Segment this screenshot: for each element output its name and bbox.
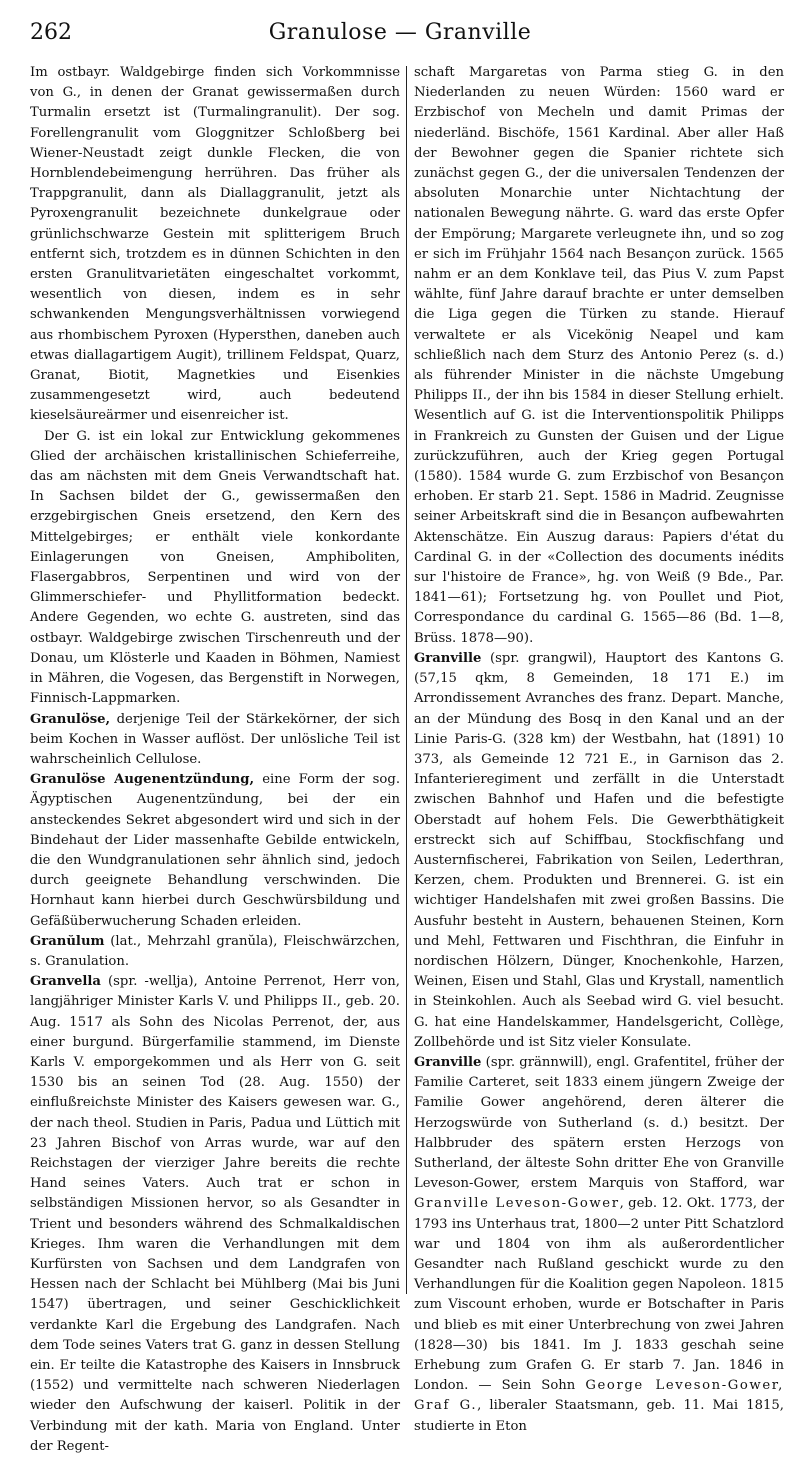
headword-granvella: Granvella: [30, 974, 101, 990]
entry-augenentzuendung-text: eine Form der sog. Ägyptischen Augenentzündung, bei der ein ansteckendes Sekret abgesondert wird und sich in der Bindehaut der Lider massenhafte Gebilde entwickeln, die den Wundgranulationen sehr ähnlich sind, jedoch durch geeignete Behandlung verschwinden. Die Hornhaut kann hierbei durch Geschwürsbildung und Gefäßüberwucherung Schaden erleiden.: [30, 772, 401, 929]
running-header: [30, 14, 770, 54]
person-george-leveson-gower: George Leveson-Gower, Graf G.: [414, 1378, 784, 1414]
entry-granulum: [30, 932, 400, 972]
headword-granulose-augenentzuendung: Granulöse Augenentzündung,: [30, 772, 255, 788]
granulit-paragraph: Der G. ist ein lokal zur Entwicklung gekommenes Glied der archäischen kristallinischen Schieferreihe, das am nächsten mit dem Gneis Verwandtschaft hat. In Sachsen bildet der G., gewissermaßen den erzgebirgischen Gneis ersetzend, den Kern des Mittelgebirges; er enthält viele konkordante Einlagerungen von Gneisen, Amphiboliten, Flasergabbros, Serpentinen und wird von der Glimmerschiefer- und Phyllitformation bedeckt. Andere Gegenden, wo echte G. austreten, sind das ostbayr. Waldgebirge zwischen Tirschenreuth und der Donau, um Klösterle und Kaaden in Böhmen, Namiest in Mähren, die Vogesen, das Bergenstift in Norwegen, Finnisch-Lappmarken.: [30, 428, 400, 707]
entry-granulum-text: (lat., Mehrzahl granŭla), Fleischwärzchen, s. Granulation.: [30, 933, 400, 969]
column-divider: [406, 66, 407, 1294]
right-column: [414, 63, 784, 1437]
headword-granville-title: Granville: [414, 1054, 482, 1070]
entry-granville-town-text: (spr. grangwil), Hauptort des Kantons G. (57,15 qkm, 8 Gemeinden, 18 171 E.) im Arrondissement Avranches des franz. Depart. Manche, an der Mündung des Bosq in den Kanal und an der Linie Paris-G. (328 km) der Westbahn, hat (1891) 10 373, als Gemeinde 12 721 E., in Garnison das 2. Infanterieregiment und zerfällt in die Unterstadt zwischen Bahnhof und Hafen und die befestigte Oberstadt auf hohem Fels. Die Gewerbthätigkeit erstreckt sich auf Schiffbau, Stockfischfang und Austernfischerei, Fabrikation von Seilen, Lederthran, Kerzen, chem. Produkten und Brennerei. G. ist ein wichtiger Handelshafen mit zwei großen Bassins. Die Ausfuhr besteht in Austern, behauenen Steinen, Korn und Mehl, Fettwaren und Fischthran, die Einfuhr in nordischen Hölzern, Dünger, Knochenkohle, Harzen, Weinen, Eisen und Stahl, Glas und Krystall, namentlich in Steinkohlen. Auch als Seebad wird G. viel besucht. G. hat eine Handelskammer, Handelsgericht, Collège, Zollbehörde und ist Sitz vieler Konsulate.: [414, 650, 785, 1050]
entry-granville-title-text-b: , geb. 12. Okt. 1773, der 1793 ins Unterhaus trat, 1800—2 unter Pitt Schatzlord war und 1804 von ihm als außerordentlicher Gesandter nach Rußland geschickt wurde zu den Verhandlungen für die Koalition gegen Napoleon. 1815 zum Viscount erhoben, wurde er Botschafter in Paris und blieb es mit einer Unterbrechung von zwei Jahren (1828—30) bis 1841. Im J. 1833 geschah seine Erhebung zum Grafen G. Er starb 7. Jan. 1846 in London. — Sein Sohn: [414, 1196, 785, 1394]
left-column: [30, 63, 400, 1457]
entry-granulose-text: derjenige Teil der Stärkekörner, der sich beim Kochen in Wasser auflöst. Der unlösliche Teil ist wahrscheinlich Cellulose.: [30, 711, 400, 767]
person-granville-leveson-gower: Granville Leveson-Gower: [414, 1196, 620, 1212]
entry-granvella-text: (spr. -wellja), Antoine Perrenot, Herr von, langjähriger Minister Karls V. und Philipps II., geb. 20. Aug. 1517 als Sohn des Nicolas Perrenot, der, aus einer burgund. Bürgerfamilie stammend, im Dienste Karls V. emporgekommen und als Herr von G. seit 1530 bis an seinen Tod (28. Aug. 1550) der einflußreichste Minister des Kaisers gewesen war. G., der nach theol. Studien in Paris, Padua und Lüttich mit 23 Jahren Bischof von Arras wurde, war auf den Reichstagen der vierziger Jahre bereits die rechte Hand seines Vaters. Auch trat er schon in selbständigen Missionen hervor, so als Gesandter in Trient und besonders während des Schmalkaldischen Krieges. Ihm waren die Verhandlungen mit dem Kurfürsten von Sachsen und dem Landgrafen von Hessen nach der Schlacht bei Mühlberg (Mai bis Juni 1547) übertragen, und seiner Geschicklichkeit verdankte Karl die Ergebung des Landgrafen. Nach dem Tode seines Vaters trat G. ganz in dessen Stellung ein. Er teilte die Katastrophe des Kaisers in Innsbruck (1552) und vermittelte nach schweren Niederlagen wieder den Aufschwung der kaiserl. Politik in der Verbindung mit der kath. Maria von England. Unter der Regent-: [30, 974, 400, 1454]
entry-granvella: [30, 972, 400, 1457]
entry-granulose-augenentzuendung: [30, 770, 400, 932]
entry-granville-town: [414, 649, 784, 1053]
page-number: 262: [30, 20, 72, 45]
granvella-continuation: schaft Margaretas von Parma stieg G. in den Niederlanden zu neuen Würden: 1560 ward er Erzbischof von Mecheln und damit Primas der niederländ. Bischöfe, 1561 Kardinal. Aber aller Haß der Bewohner gegen die Spanier richtete sich zunächst gegen G., der die universalen Tendenzen der absoluten Monarchie unter Nichtachtung der nationalen Bewegung nährte. G. ward das erste Opfer der Empörung; Margarete verleugnete ihn, und so zog er sich im Frühjahr 1564 nach Besançon zurück. 1565 nahm er an dem Konklave teil, das Pius V. zum Papst wählte, fünf Jahre darauf brachte er unter demselben die Liga gegen die Türken zu stande. Hierauf verwaltete er als Vicekönig Neapel und kam schließlich nach dem Sturz des Antonio Perez (s. d.) als führender Minister in die nächste Umgebung Philipps II., der ihn bis 1584 in dieser Stellung erhielt. Wesentlich auf G. ist die Interventionspolitik Philipps in Frankreich zu Gunsten der Guisen und der Ligue zurückzuführen, auch der Krieg gegen Portugal (1580). 1584 wurde G. zum Erzbischof von Besançon erhoben. Er starb 21. Sept. 1586 in Madrid. Zeugnisse seiner Arbeitskraft sind die in Besançon aufbewahrten Aktenschätze. Ein Auszug daraus: Papiers d'état du Cardinal G. in der «Collection des documents inédits sur l'histoire de France», hg. von Weiß (9 Bde., Par. 1841—61); Fortsetzung hg. von Poullet und Piot, Correspondance du cardinal G. 1565—86 (Bd. 1—8, Brüss. 1878—90).: [414, 65, 784, 646]
entry-granville-title-text-c: , liberaler Staatsmann, geb. 11. Mai 1815, studierte in Eton: [414, 1398, 784, 1434]
entry-granville-title: [414, 1053, 784, 1437]
headword-granville-town: Granville: [414, 650, 482, 666]
headword-granulose: Granulöse,: [30, 711, 111, 727]
entry-granville-title-text-a: (spr. grännwill), engl. Grafentitel, früher der Familie Carteret, seit 1833 einem jüngern Zweige der Familie Gower angehörend, deren älterer die Herzogswürde von Sutherland (s. d.) besitzt. Der Halbbruder des spätern ersten Herzogs von Sutherland, der älteste Sohn dritter Ehe von Granville Leveson-Gower, erstem Marquis von Stafford, war: [414, 1054, 784, 1192]
headword-granulum: Granŭlum: [30, 933, 105, 949]
granulit-continuation: Im ostbayr. Waldgebirge finden sich Vorkommnisse von G., in denen der Granat gewissermaßen durch Turmalin ersetzt ist (Turmalingranulit). Der sog. Forellengranulit vom Gloggnitzer Schloßberg bei Wiener-Neustadt zeigt dunkle Flecken, die von Hornblendebeimengung herrühren. Das früher als Trappgranulit, dann als Diallaggranulit, jetzt als Pyroxengranulit bezeichnete dunkelgraue oder grünlichschwarze Gestein mit splitterigem Bruch entfernt sich, trotzdem es in dünnen Schichten in den ersten Granulitvarietäten eingeschaltet vorkommt, wesentlich von diesen, indem es in sehr schwankenden Mengungsverhältnissen vorwiegend aus rhombischem Pyroxen (Hypersthen, daneben auch etwas diallagartigem Augit), trillinem Feldspat, Quarz, Granat, Biotit, Magnetkies und Eisenkies zusammengesetzt wird, auch bedeutend kieselsäureärmer und eisenreicher ist.: [30, 65, 400, 424]
running-title: Granulose — Granville: [268, 20, 532, 45]
entry-granulose: [30, 710, 400, 771]
